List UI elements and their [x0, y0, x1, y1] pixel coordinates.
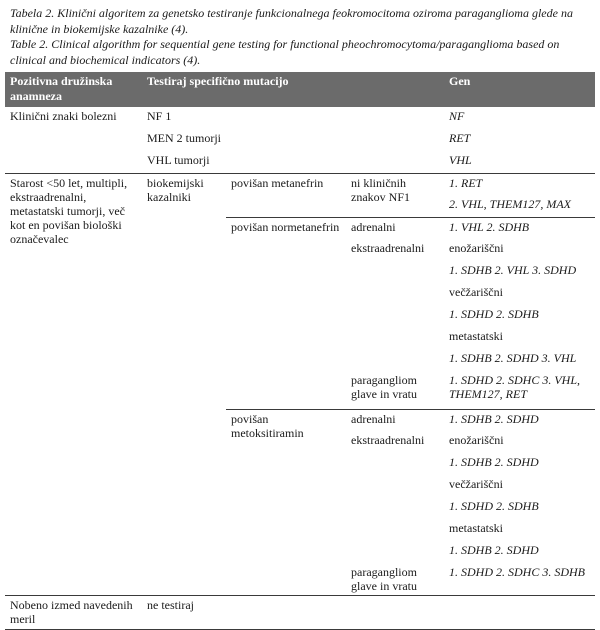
cell-do-not-test: ne testiraj — [142, 596, 595, 630]
gene-text: 2. VHL, THEM127, MAX — [449, 197, 571, 211]
cell-nf1: NF 1 — [147, 109, 172, 123]
cell-no-nf1-signs: ni kliničnih znakov NF1 — [346, 173, 444, 217]
cell-gene — [444, 173, 595, 195]
cell-biochemical: biokemijski kazalniki — [142, 173, 226, 596]
cell-head-neck-paraganglioma: paragangliom glave in vratu — [351, 565, 417, 593]
table-caption — [10, 6, 590, 68]
cell-gene: 1. VHL 2. SDHB — [444, 217, 595, 239]
cell-metanephrine: povišan metanefrin — [226, 173, 346, 217]
cell-men2-gene: RET — [449, 131, 471, 145]
cell-clinical-signs: Klinični znaki bolezni — [10, 109, 117, 123]
cell-men2: MEN 2 tumorji — [147, 131, 221, 145]
cell-extra-adrenal: ekstraadrenalni — [351, 241, 425, 255]
cell-gene — [444, 195, 595, 217]
cell-gene: 1. SDHD 2. SDHB — [449, 307, 539, 321]
cell-gene: 1. SDHB 2. SDHD — [449, 455, 539, 469]
header-test-mutation: Testiraj specifično mutacijo — [142, 72, 444, 107]
header-gene: Gen — [444, 72, 595, 107]
cell-metastatic: metastatski — [449, 521, 503, 535]
table-row — [5, 107, 595, 129]
gene-text: 1. RET — [449, 175, 483, 190]
cell-methoxytyramine: povišan metoksitiramin — [226, 409, 346, 596]
cell-gene: 1. SDHD 2. SDHB — [449, 499, 539, 513]
cell-gene: 1. SDHB 2. SDHD — [444, 409, 595, 431]
cell-multifocal: večžariščni — [449, 477, 503, 491]
table-row — [5, 596, 595, 630]
cell-gene: 1. SDHB 2. VHL 3. SDHD — [449, 263, 577, 277]
cell-age-criteria: Starost <50 let, multipli, ekstraadrenalni, metastatski tumorji, več kot en povišan biološki označevalec — [5, 173, 142, 596]
cell-nf1-gene: NF — [449, 109, 465, 123]
table-row — [5, 173, 595, 195]
table-header-row — [5, 72, 595, 107]
cell-gene: 1. SDHB 2. SDHD — [449, 543, 539, 557]
cell-unifocal: enožariščni — [449, 241, 504, 255]
cell-adrenal: adrenalni — [346, 217, 444, 239]
cell-vhl-gene: VHL — [449, 153, 472, 167]
cell-normetanephrine: povišan normetanefrin — [226, 217, 346, 409]
cell-vhl: VHL tumorji — [147, 153, 210, 167]
cell-metastatic: metastatski — [449, 329, 503, 343]
caption-english: Table 2. Clinical algorithm for sequential gene testing for functional pheochromocytoma/paraganglioma based on clinical and biochemical indicators (4). — [10, 37, 560, 67]
cell-multifocal: večžariščni — [449, 285, 503, 299]
cell-gene: 1. SDHD 2. SDHC 3. VHL, THEM127, RET — [449, 373, 581, 401]
cell-adrenal: adrenalni — [346, 409, 444, 431]
header-family-history: Pozitivna družinska anamneza — [5, 72, 142, 107]
cell-gene: 1. SDHD 2. SDHC 3. SDHB — [449, 565, 585, 579]
cell-unifocal: enožariščni — [449, 433, 504, 447]
caption-slovene: Tabela 2. Klinični algoritem za genetsko testiranje funkcionalnega feokromocitoma oziroma paraganglioma glede na klinične in biokemijske kazalnike (4). — [10, 6, 573, 36]
cell-head-neck-paraganglioma: paragangliom glave in vratu — [351, 373, 417, 401]
cell-gene: 1. SDHB 2. SDHD 3. VHL — [449, 351, 577, 365]
gene-testing-table — [5, 72, 595, 630]
cell-none-criteria: Nobeno izmed navedenih meril — [5, 596, 142, 630]
cell-extra-adrenal: ekstraadrenalni — [351, 433, 425, 447]
